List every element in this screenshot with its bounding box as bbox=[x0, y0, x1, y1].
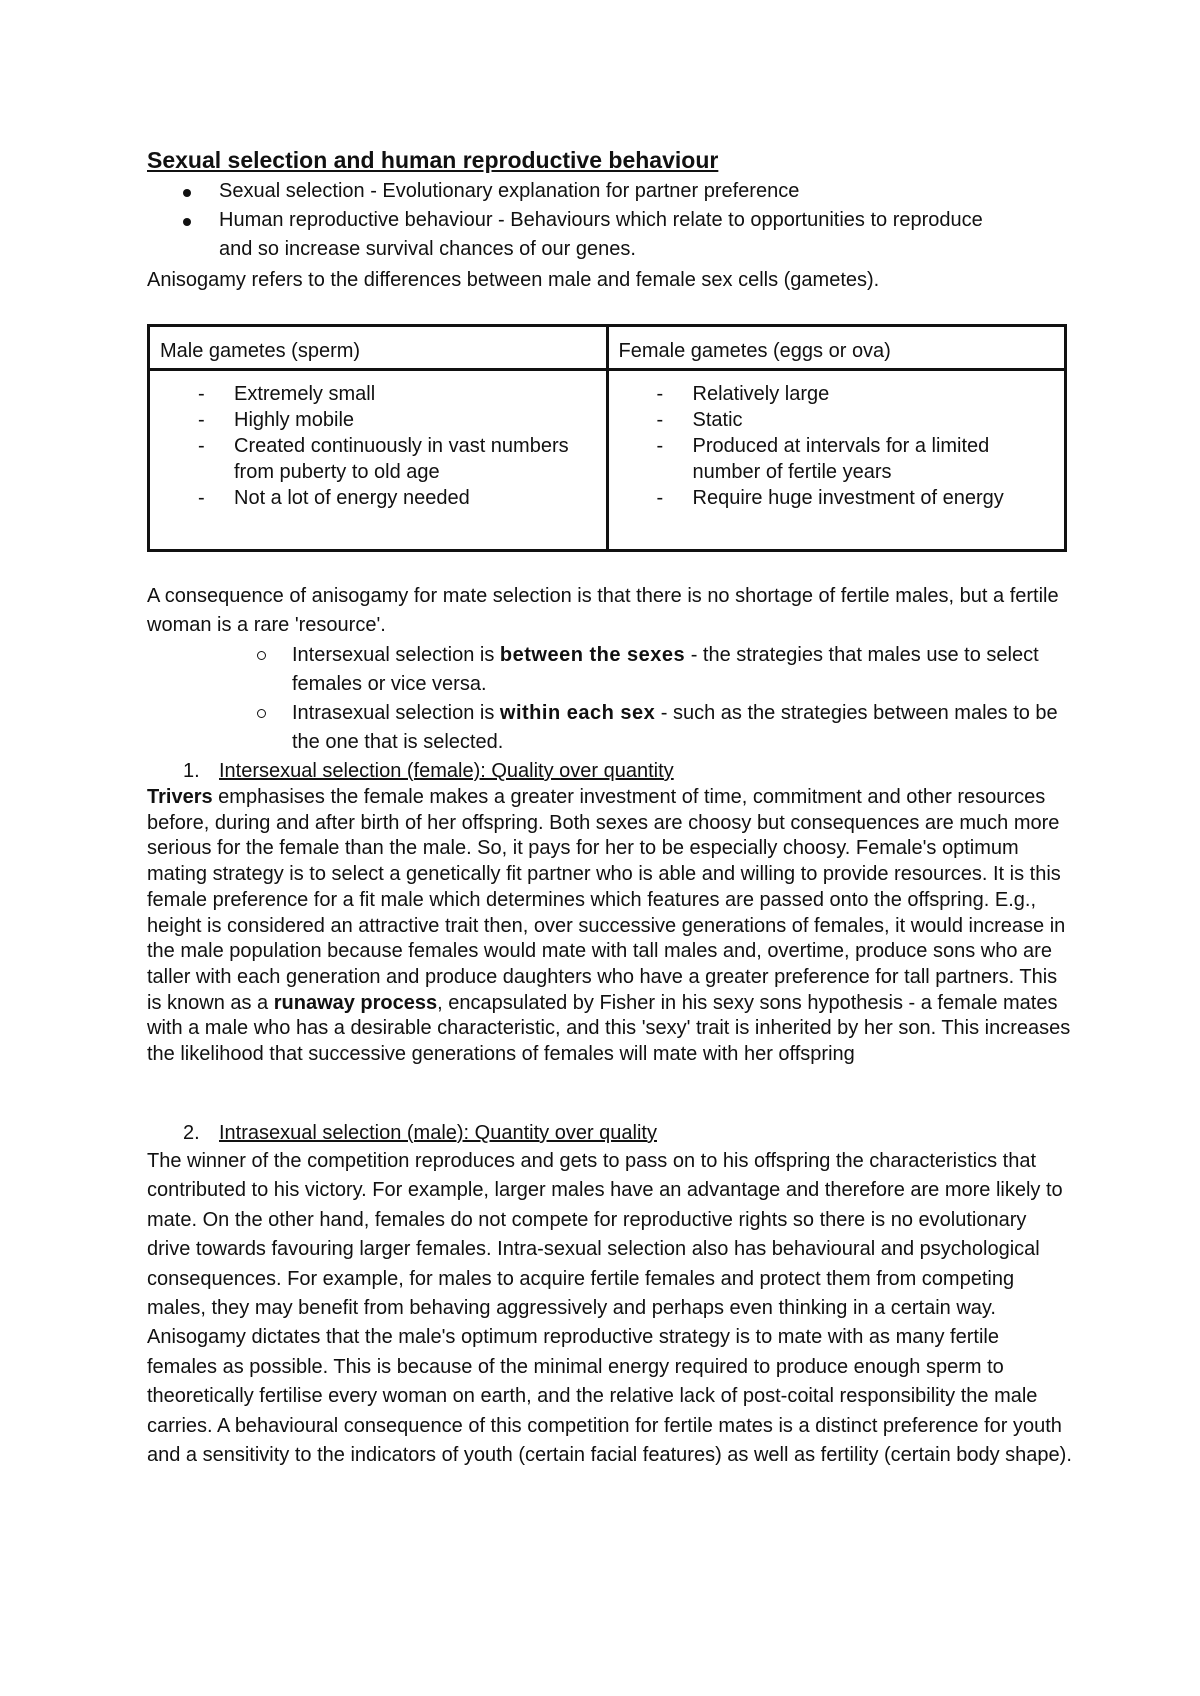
male-gametes-header: Male gametes (sperm) bbox=[149, 326, 608, 370]
consequence-paragraph: A consequence of anisogamy for mate selection is that there is no shortage of fertile males, but a fertile woman is a rare 'resource'. bbox=[147, 585, 1059, 636]
female-traits-list bbox=[619, 381, 1055, 511]
female-gametes-header: Female gametes (eggs or ova) bbox=[607, 326, 1066, 370]
section2-heading: 2. Intrasexual selection (male): Quantity over quality bbox=[183, 1122, 657, 1144]
list-item: - Relatively large bbox=[657, 381, 1055, 407]
list-item: - Require huge investment of energy bbox=[657, 485, 1055, 511]
anisogamy-intro: Anisogamy refers to the differences between male and female sex cells (gametes). bbox=[147, 269, 880, 291]
male-traits-list bbox=[160, 381, 596, 511]
bullet-icon bbox=[183, 218, 191, 226]
list-item: - Produced at intervals for a limited number of fertile years bbox=[657, 433, 1055, 485]
list-item: Intersexual selection is between the sexes - the strategies that males use to select females or vice versa. bbox=[250, 641, 1070, 699]
list-item: - Static bbox=[657, 407, 1055, 433]
section1-paragraph: Trivers emphasises the female makes a greater investment of time, commitment and other resources before, during and after birth of her offspring. Both sexes are choosy but consequences are much more serious for the female than the male. So, it pays for her to be especially choosy. Female's optimum mating strategy is to select a genetically fit partner who is able and willing to provide resources. It is this female preference for a fit male which determines which features are passed onto the offspring. E.g., height is considered an attractive trait then, over successive generations of females, it would increase in the male population because females would mate with tall males and, overtime, produce sons who are taller with each generation and produce daughters who have a greater preference for tall partners. This is known as a runaway process, encapsulated by Fisher in his sexy sons hypothesis - a female mates with a male who has a desirable characteristic, and this 'sexy' trait is inherited by her son. This increases the likelihood that successive generations of females will mate with her offspring bbox=[147, 786, 1071, 1066]
circle-bullet-icon bbox=[257, 651, 266, 660]
section2-paragraph: The winner of the competition reproduces and gets to pass on to his offspring the characteristics that contributed to his victory. For example, larger males have an advantage and therefore are more likely to mate. On the other hand, females do not compete for reproductive rights so there is no evolutionary drive towards favouring larger females. Intra-sexual selection also has behavioural and psychological consequences. For example, for males to acquire fertile females and protect them from competing males, they may benefit from behaving aggressively and perhaps even thinking in a certain way. Anisogamy dictates that the male's optimum reproductive strategy is to mate with as many fertile females as possible. This is because of the minimal energy required to produce enough sperm to theoretically fertilise every woman on earth, and the relative lack of post-coital responsibility the male carries. A behavioural consequence of this competition for fertile mates is a distinct preference for youth and a sensitivity to the indicators of youth (certain facial features) as well as fertility (certain body shape). bbox=[147, 1150, 1072, 1467]
circle-bullet-icon bbox=[257, 709, 266, 718]
list-item: - Highly mobile bbox=[198, 407, 596, 433]
list-item: Intrasexual selection is within each sex - such as the strategies between males to be the one that is selected. bbox=[250, 699, 1070, 757]
list-item: - Not a lot of energy needed bbox=[198, 485, 596, 511]
section1-heading: 1. Intersexual selection (female): Quality over quantity bbox=[183, 760, 674, 782]
table-row bbox=[149, 370, 1066, 551]
list-item: - Created continuously in vast numbers from puberty to old age bbox=[198, 433, 596, 485]
bullet-icon bbox=[183, 189, 191, 197]
list-item: Human reproductive behaviour - Behaviours which relate to opportunities to reproduce and so increase survival chances of our genes. bbox=[183, 206, 983, 264]
document-title: Sexual selection and human reproductive behaviour bbox=[147, 147, 719, 173]
list-item: - Extremely small bbox=[198, 381, 596, 407]
definitions-list bbox=[183, 177, 983, 264]
list-item: Sexual selection - Evolutionary explanation for partner preference bbox=[183, 177, 983, 206]
female-gametes-cell bbox=[607, 370, 1066, 551]
selection-types-list bbox=[250, 641, 1070, 757]
male-gametes-cell bbox=[149, 370, 608, 551]
gametes-table bbox=[147, 324, 1067, 552]
table-header-row bbox=[149, 326, 1066, 370]
